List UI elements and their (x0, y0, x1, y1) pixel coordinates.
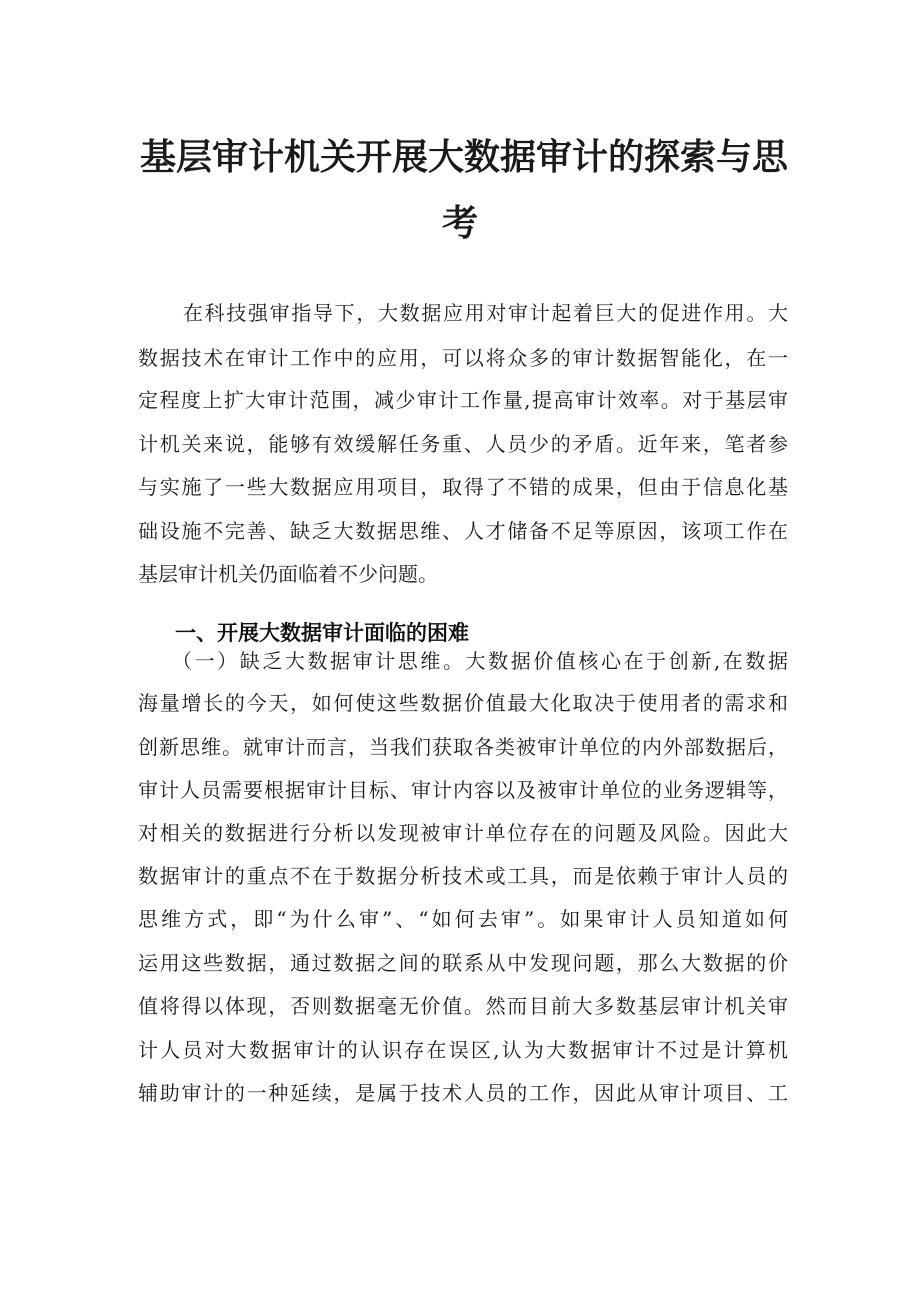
paragraph-line: 思维方式，即“为什么审”、“如何去审”。如果审计人员知道如何 (138, 907, 788, 931)
paragraph-line: 定程度上扩大审计范围，减少审计工作量,提高审计效率。对于基层审 (138, 388, 788, 412)
paragraph-line: 对相关的数据进行分析以发现被审计单位存在的问题及风险。因此大 (138, 821, 788, 845)
paragraph-line: 基层审计机关仍面临着不少问题。 (138, 562, 438, 586)
paragraph-line: 在科技强审指导下，大数据应用对审计起着巨大的促进作用。大 (183, 301, 788, 325)
paragraph-line: （一）缺乏大数据审计思维。大数据价值核心在于创新,在数据 (172, 649, 788, 673)
paragraph-line: 数据技术在审计工作中的应用，可以将众多的审计数据智能化，在一 (138, 346, 788, 370)
paragraph-line: 审计人员需要根据审计目标、审计内容以及被审计单位的业务逻辑等， (138, 778, 788, 802)
section-heading: 一、开展大数据审计面临的困难 (175, 621, 469, 646)
paragraph-line: 计人员对大数据审计的认识存在误区,认为大数据审计不过是计算机 (138, 1038, 788, 1062)
paragraph-line: 运用这些数据，通过数据之间的联系从中发现问题，那么大数据的价 (138, 951, 788, 975)
document-title-line-2: 考 (441, 203, 478, 244)
document-title-line-1: 基层审计机关开展大数据审计的探索与思 (140, 137, 789, 178)
paragraph-line: 计机关来说，能够有效缓解任务重、人员少的矛盾。近年来，笔者参 (138, 432, 788, 456)
paragraph-line: 创新思维。就审计而言，当我们获取各类被审计单位的内外部数据后， (138, 735, 788, 759)
paragraph-line: 辅助审计的一种延续，是属于技术人员的工作，因此从审计项目、工 (138, 1081, 788, 1105)
paragraph-line: 值将得以体现，否则数据毫无价值。然而目前大多数基层审计机关审 (138, 994, 788, 1018)
paragraph-line: 础设施不完善、缺乏大数据思维、人才储备不足等原因，该项工作在 (138, 519, 788, 543)
paragraph-line: 数据审计的重点不在于数据分析技术或工具，而是依赖于审计人员的 (138, 864, 788, 888)
paragraph-line: 与实施了一些大数据应用项目，取得了不错的成果，但由于信息化基 (138, 475, 788, 499)
paragraph-line: 海量增长的今天，如何使这些数据价值最大化取决于使用者的需求和 (138, 691, 788, 715)
